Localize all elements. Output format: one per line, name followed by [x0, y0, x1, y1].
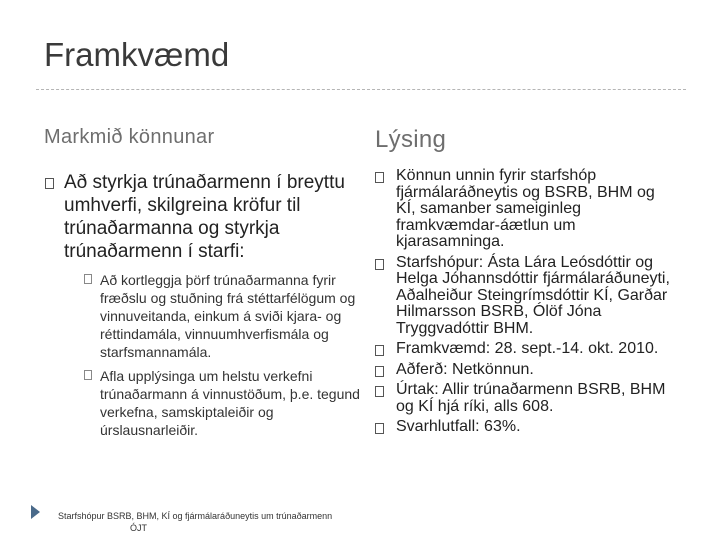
- checkbox-bullet-icon: [375, 345, 384, 356]
- slide-title: Framkvæmd: [44, 36, 230, 73]
- sub-bullet-item: [84, 367, 364, 439]
- description-item: [375, 382, 675, 415]
- checkbox-bullet-icon: [375, 172, 384, 183]
- left-column: [44, 171, 364, 445]
- left-column-heading: Markmið könnunar: [44, 126, 215, 148]
- checkbox-bullet-icon: [84, 370, 92, 380]
- description-item: [375, 362, 675, 379]
- footer: [58, 510, 368, 534]
- right-column-heading: Lýsing: [375, 126, 447, 153]
- description-item: [375, 341, 675, 358]
- description-text: Svarhlutfall: 63%.: [396, 418, 521, 435]
- description-item: [375, 255, 675, 338]
- description-text: Könnun unnin fyrir starfshóp fjármálaráðneytis og BSRB, BHM og KÍ, samanber sameiginleg framkvæmdar-áætlun um kjarasamninga.: [396, 167, 655, 250]
- sub-bullet-item: [84, 271, 364, 361]
- footer-line-2: ÓJT: [130, 523, 147, 533]
- title-divider: [36, 89, 686, 90]
- checkbox-bullet-icon: [84, 274, 92, 284]
- description-item: [375, 168, 675, 251]
- sub-bullet-text: Að kortleggja þörf trúnaðarmanna fyrir fræðslu og stuðning frá stéttarfélögum og vinnuveitanda, einkum á sviði kjara- og réttindamála, vinnuumhverfismála og starfsmannamála.: [100, 272, 356, 360]
- description-text: Framkvæmd: 28. sept.-14. okt. 2010.: [396, 340, 659, 357]
- triangle-arrow-icon: [31, 505, 40, 519]
- checkbox-bullet-icon: [375, 386, 384, 397]
- description-item: [375, 419, 675, 436]
- footer-line-1: Starfshópur BSRB, BHM, KÍ og fjármálaráðuneytis um trúnaðarmenn: [58, 511, 333, 521]
- right-column: [375, 168, 675, 440]
- main-bullet-text: Að styrkja trúnaðarmenn í breyttu umhverfi, skilgreina kröfur til trúnaðarmanna og styrkja trúnaðarmenn í starfi:: [64, 172, 345, 262]
- sub-bullet-text: Afla upplýsinga um helstu verkefni trúnaðarmann á vinnustöðum, þ.e. tegund verkefna, samskiptaleiðir og úrslausnarleiðir.: [100, 368, 360, 438]
- checkbox-bullet-icon: [375, 259, 384, 270]
- checkbox-bullet-icon: [45, 178, 54, 189]
- checkbox-bullet-icon: [375, 366, 384, 377]
- sub-bullet-list: [44, 271, 364, 439]
- description-text: Starfshópur: Ásta Lára Leósdóttir og Helga Jóhannsdóttir fjármálaráðuneyti, Aðalheiður Steingrímsdóttir KÍ, Garðar Hilmarsson BSRB, Ólöf Jóna Tryggvadóttir BHM.: [396, 253, 670, 337]
- description-text: Aðferð: Netkönnun.: [396, 360, 534, 378]
- main-bullet-item: [44, 171, 364, 263]
- checkbox-bullet-icon: [375, 423, 384, 434]
- description-text: Úrtak: Allir trúnaðarmenn BSRB, BHM og KÍ hjá ríki, alls 608.: [396, 381, 666, 415]
